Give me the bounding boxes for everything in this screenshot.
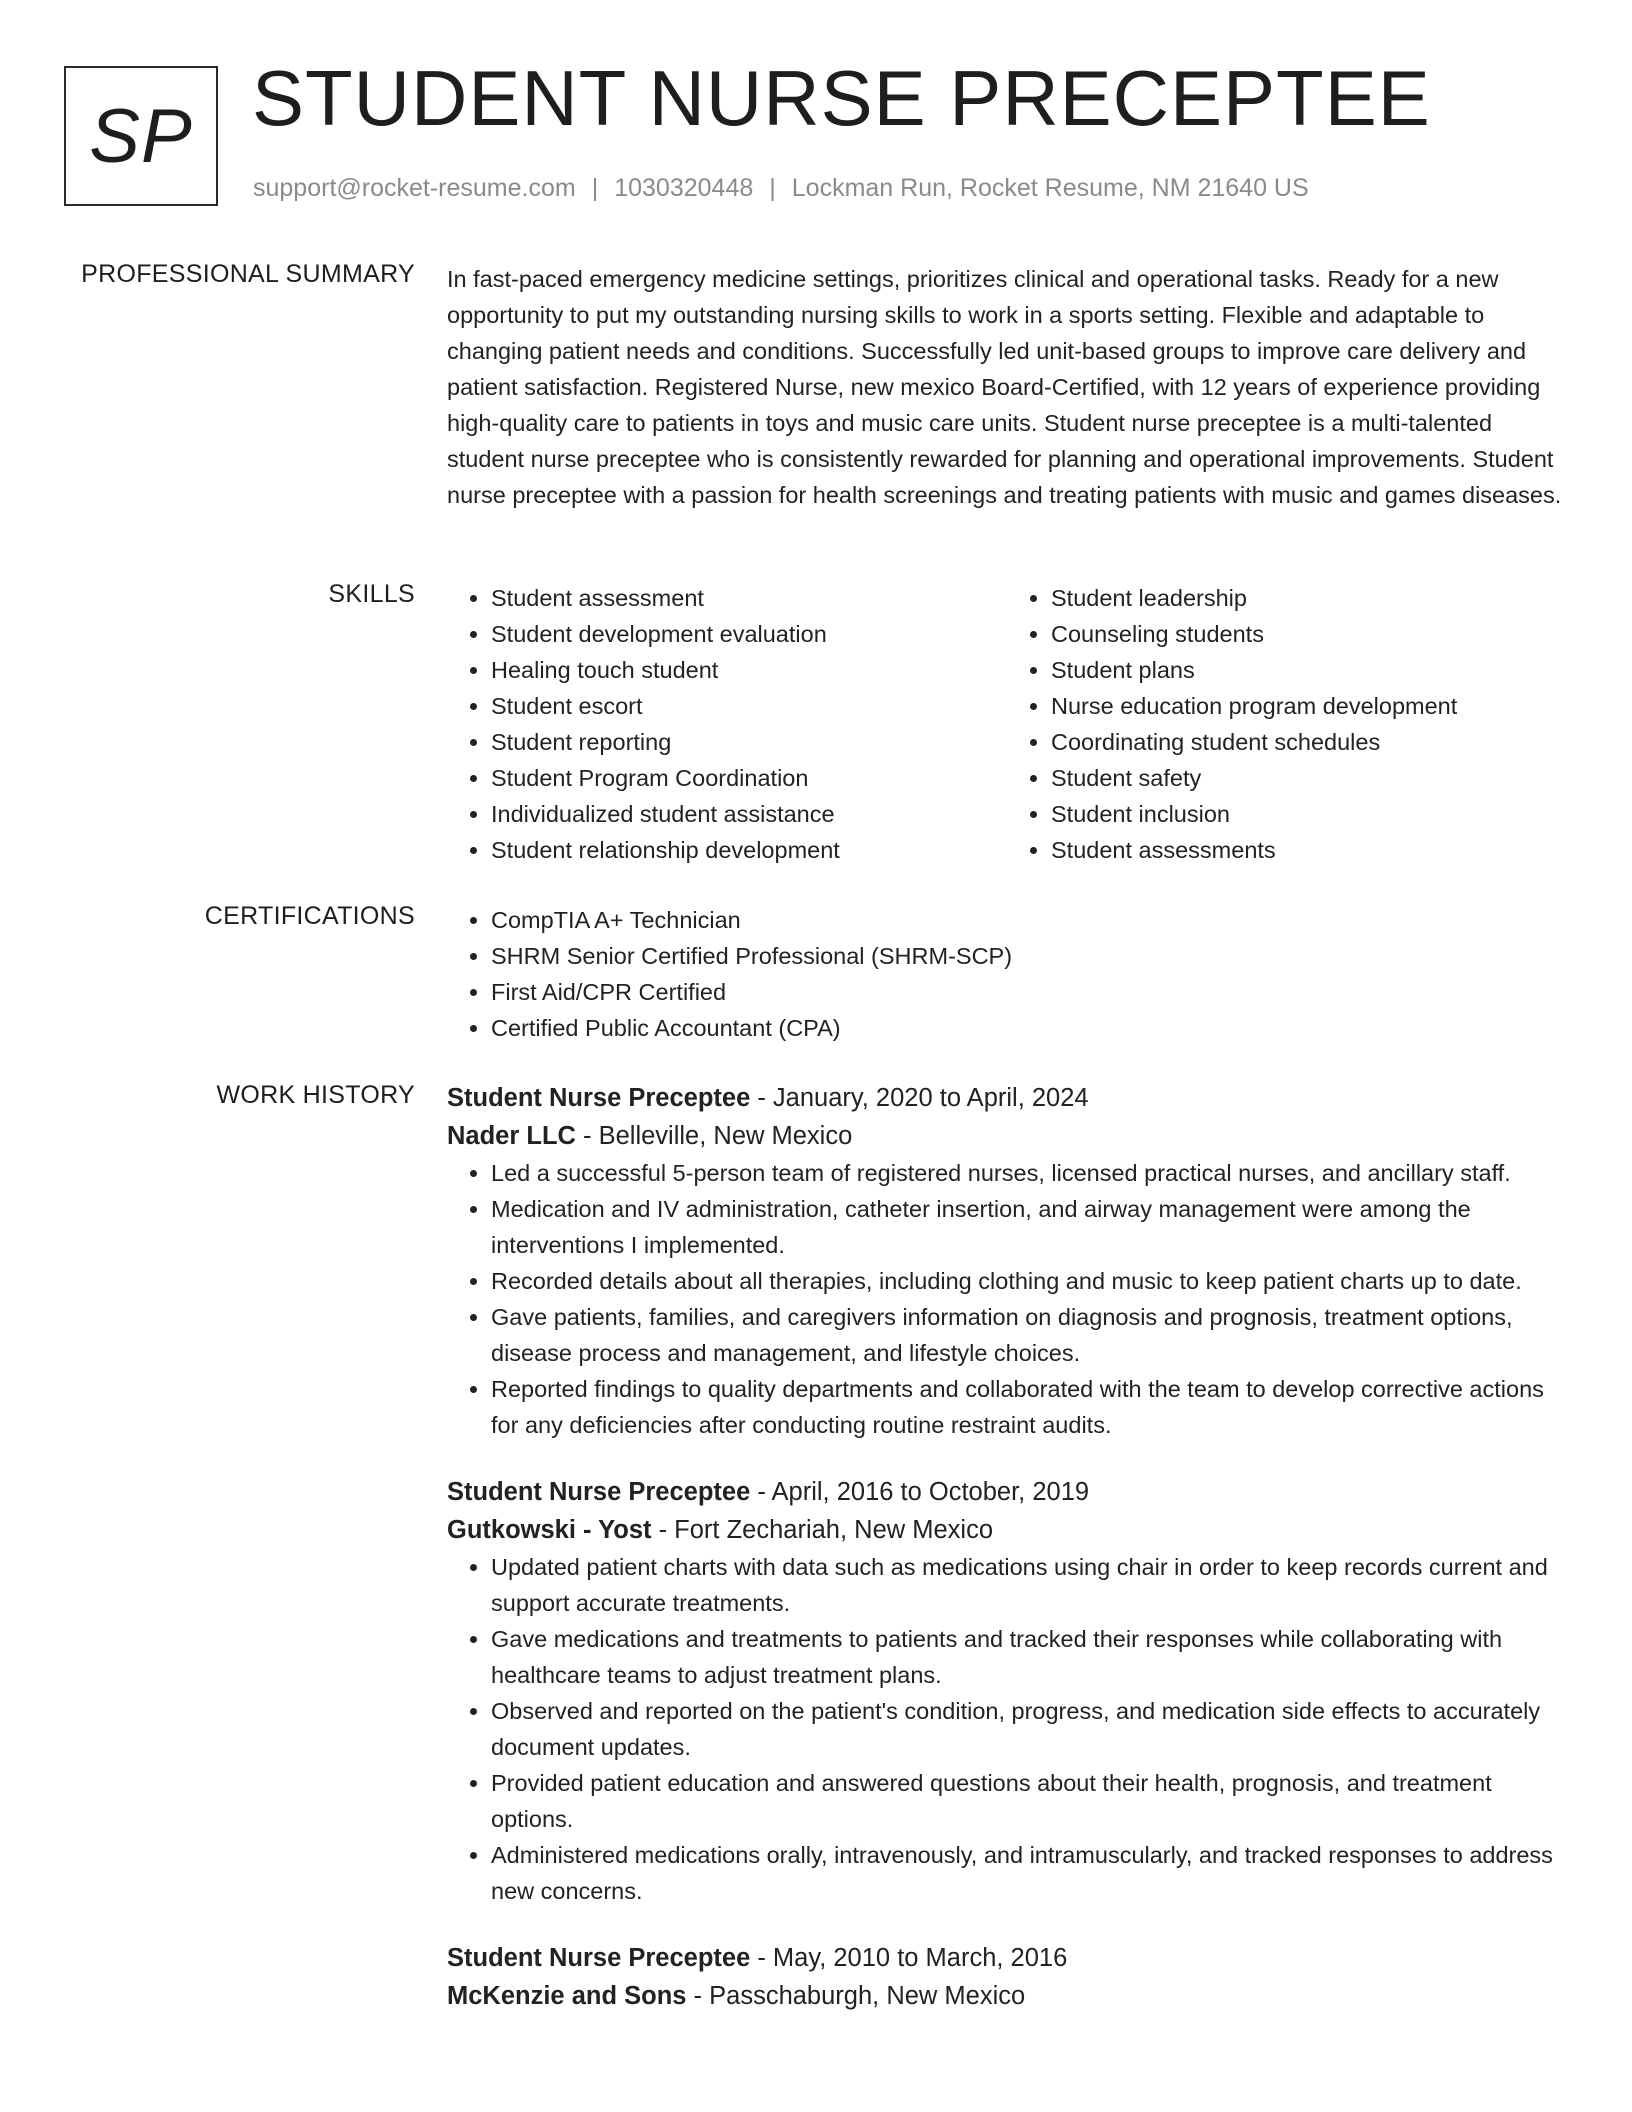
job-duty-item: • Medication and IV administration, catheter insertion, and airway management were among the interventions I implemented. — [491, 1191, 1567, 1263]
page-title: STUDENT NURSE PRECEPTEE — [252, 54, 1431, 142]
work-history-heading: WORK HISTORY — [216, 1081, 415, 1109]
skill-item: • Student reporting — [491, 724, 1007, 760]
skill-item: • Student inclusion — [1051, 796, 1567, 832]
job-location: - Fort Zechariah, New Mexico — [651, 1516, 994, 1544]
job-location: - Belleville, New Mexico — [575, 1122, 853, 1150]
skills-list-right — [1007, 580, 1567, 868]
job-company: McKenzie and Sons — [447, 1982, 687, 2010]
certification-item: • SHRM Senior Certified Professional (SHRM-SCP) — [491, 938, 1567, 974]
skill-item: • Student assessment — [491, 580, 1007, 616]
job-duties-list — [447, 1549, 1567, 1909]
skill-item: • Healing touch student — [491, 652, 1007, 688]
job-title: Student Nurse Preceptee — [447, 1084, 751, 1112]
contact-address: Lockman Run, Rocket Resume, NM 21640 US — [791, 174, 1309, 202]
skills-grid — [447, 580, 1567, 868]
certifications-heading: CERTIFICATIONS — [204, 902, 415, 930]
contact-line — [253, 174, 1309, 203]
skills-list-left — [447, 580, 1007, 868]
job-location: - Passchaburgh, New Mexico — [686, 1982, 1026, 2010]
job-duty-item: • Recorded details about all therapies, including clothing and music to keep patient charts up to date. — [491, 1263, 1567, 1299]
skill-item: • Student development evaluation — [491, 616, 1007, 652]
skills-section — [447, 580, 1567, 868]
skill-item: • Counseling students — [1051, 616, 1567, 652]
contact-email: support@rocket-resume.com — [253, 174, 576, 202]
skill-item: • Coordinating student schedules — [1051, 724, 1567, 760]
contact-phone: 1030320448 — [614, 174, 754, 202]
job-company-line — [447, 1117, 1567, 1155]
contact-separator: | — [769, 174, 776, 202]
skill-item: • Student leadership — [1051, 580, 1567, 616]
job-duty-item: • Provided patient education and answered questions about their health, prognosis, and treatment options. — [491, 1765, 1567, 1837]
skill-item: • Nurse education program development — [1051, 688, 1567, 724]
contact-separator: | — [591, 174, 599, 202]
job-duty-item: • Gave patients, families, and caregivers information on diagnosis and prognosis, treatment options, disease process and management, and lifestyle choices. — [491, 1299, 1567, 1371]
job-title-line — [447, 1939, 1567, 1977]
job-title-line — [447, 1079, 1567, 1117]
job-duty-item: • Updated patient charts with data such as medications using chair in order to keep records current and support accurate treatments. — [491, 1549, 1567, 1621]
job-duty-item: • Reported findings to quality departments and collaborated with the team to develop corrective actions for any deficiencies after conducting routine restraint audits. — [491, 1371, 1567, 1443]
job-dates: - January, 2020 to April, 2024 — [750, 1084, 1089, 1112]
job-duty-item: • Gave medications and treatments to patients and tracked their responses while collaborating with healthcare teams to adjust treatment plans. — [491, 1621, 1567, 1693]
job-duty-item: • Administered medications orally, intravenously, and intramuscularly, and tracked responses to address new concerns. — [491, 1837, 1567, 1909]
skill-item: • Student relationship development — [491, 832, 1007, 868]
skill-item: • Student escort — [491, 688, 1007, 724]
certification-item: • Certified Public Accountant (CPA) — [491, 1010, 1567, 1046]
job-company: Gutkowski - Yost — [447, 1516, 652, 1544]
skill-item: • Individualized student assistance — [491, 796, 1007, 832]
skill-item: • Student Program Coordination — [491, 760, 1007, 796]
certification-item: • CompTIA A+ Technician — [491, 902, 1567, 938]
monogram-initials: SP — [89, 93, 193, 179]
job-company-line — [447, 1977, 1567, 2015]
certifications-section — [447, 902, 1567, 1046]
skill-item: • Student assessments — [1051, 832, 1567, 868]
job-entry — [447, 1079, 1567, 1443]
job-dates: - April, 2016 to October, 2019 — [750, 1478, 1090, 1506]
job-dates: - May, 2010 to March, 2016 — [750, 1944, 1068, 1972]
job-entry — [447, 1939, 1567, 2015]
job-title-line — [447, 1473, 1567, 1511]
job-duty-item: • Led a successful 5-person team of registered nurses, licensed practical nurses, and ancillary staff. — [491, 1155, 1567, 1191]
monogram-box — [64, 66, 218, 206]
certifications-list — [447, 902, 1567, 1046]
skill-item: • Student safety — [1051, 760, 1567, 796]
job-duties-list — [447, 1155, 1567, 1443]
summary-text: In fast-paced emergency medicine settings, prioritizes clinical and operational tasks. Ready for a new opportunity to put my outstanding nursing skills to work in a sports setting. Flexible and adaptable to changing patient needs and conditions. Successfully led unit-based groups to improve care delivery and patient satisfaction. Registered Nurse, new mexico Board-Certified, with 12 years of experience providing high-quality care to patients in toys and music care units. Student nurse preceptee is a multi-talented student nurse preceptee who is consistently rewarded for planning and operational improvements. Student nurse preceptee with a passion for health screenings and treating patients with music and games diseases. — [447, 266, 1562, 508]
skill-item: • Student plans — [1051, 652, 1567, 688]
job-company-line — [447, 1511, 1567, 1549]
job-duty-item: • Observed and reported on the patient's condition, progress, and medication side effects to accurately document updates. — [491, 1693, 1567, 1765]
summary-section — [447, 261, 1567, 513]
summary-heading: PROFESSIONAL SUMMARY — [81, 260, 415, 288]
job-title: Student Nurse Preceptee — [447, 1944, 751, 1972]
work-history-section — [447, 1079, 1567, 2045]
job-entry — [447, 1473, 1567, 1909]
skills-heading: SKILLS — [328, 580, 415, 608]
certification-item: • First Aid/CPR Certified — [491, 974, 1567, 1010]
job-title: Student Nurse Preceptee — [447, 1478, 751, 1506]
job-company: Nader LLC — [447, 1122, 576, 1150]
